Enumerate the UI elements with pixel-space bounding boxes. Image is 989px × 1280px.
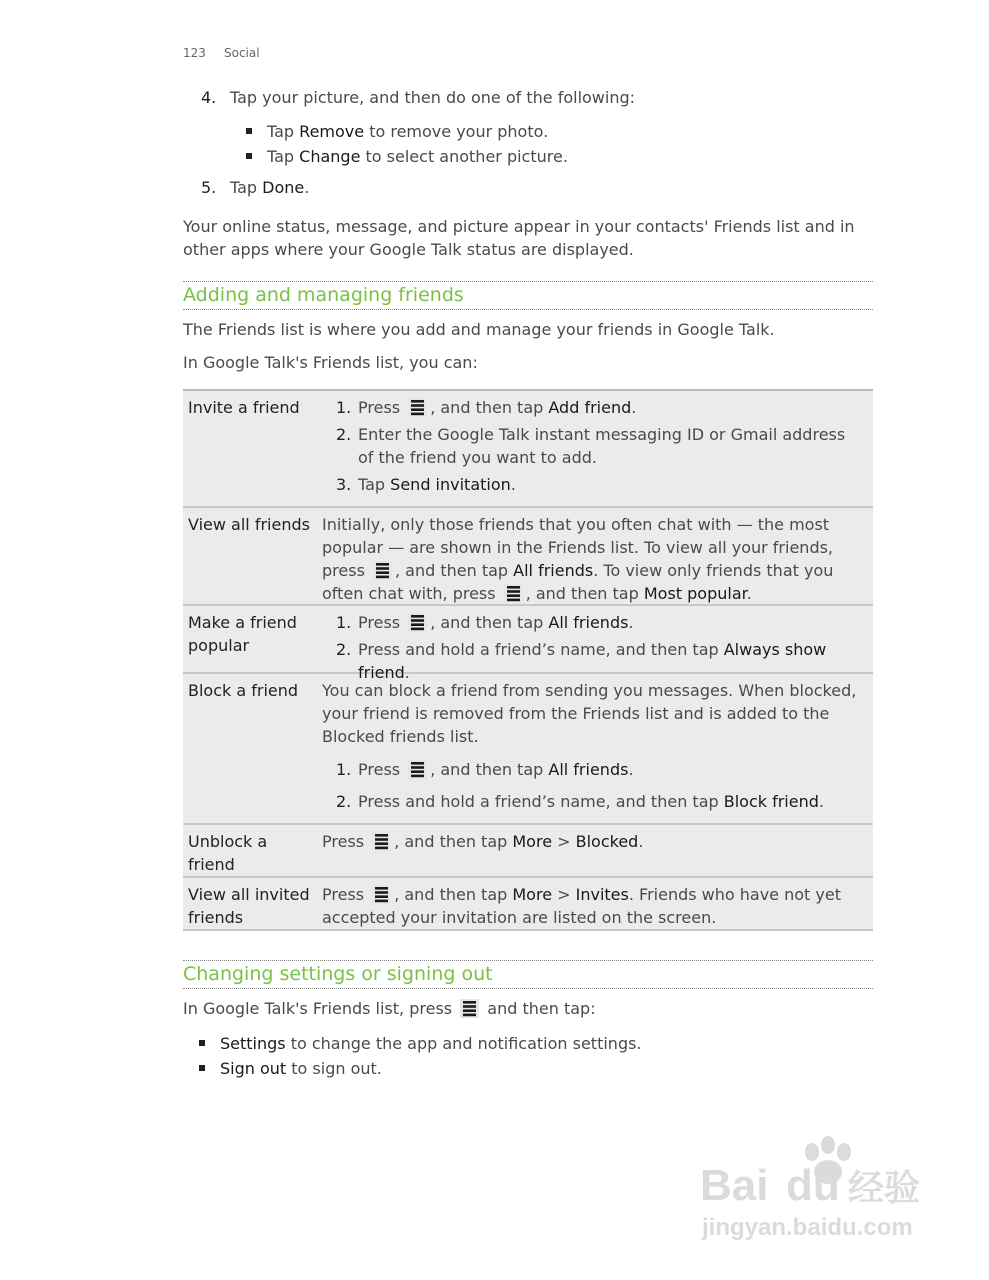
steps xyxy=(183,86,873,199)
friends-list-intro: In Google Talk's Friends list, you can: xyxy=(183,353,478,372)
step-4: 4. Tap your picture, and then do one of the following: xyxy=(201,88,636,107)
menu-icon xyxy=(372,885,391,904)
table-row-popular xyxy=(183,606,873,682)
page-number: 123 xyxy=(183,46,206,60)
bullet-sign-out: Sign out to sign out. xyxy=(183,1056,873,1081)
table-row-invited: View all invited friends Press , and then tap More > Invites. Friends who have not yet accepted your invitation are listed on the screen. xyxy=(183,878,873,931)
bullet-change: Tap Change to select another picture. xyxy=(183,144,873,169)
baidu-watermark xyxy=(700,1130,940,1250)
chapter-name: Social xyxy=(224,46,260,60)
bullet-remove: Tap Remove to remove your photo. xyxy=(183,119,873,144)
step-5: 5. Tap Done. xyxy=(201,178,310,197)
menu-icon xyxy=(504,584,523,603)
row-label: Block a friend xyxy=(188,681,299,700)
menu-icon xyxy=(408,760,427,779)
step-text: Tap your picture, and then do one of the following: xyxy=(230,88,636,107)
status-paragraph: Your online status, message, and picture appear in your contacts' Friends list and in other apps where your Google Talk status are displayed. xyxy=(183,217,855,259)
page-header xyxy=(183,46,260,60)
table-row-invite xyxy=(183,391,873,508)
list-item: 3. Tap Send invitation. xyxy=(336,475,516,494)
watermark-url: jingyan.baidu.com xyxy=(702,1214,913,1241)
list-item: 2. Enter the Google Talk instant messaging ID or Gmail address of the friend you want to add. xyxy=(336,425,846,467)
table-row-view-all: View all friends Initially, only those friends that you often chat with — the most popular — are shown in the Friends list. To view all your friends, press , and then tap All friends. To view only friends that you often chat with, press , and then tap Most popular. xyxy=(183,508,873,606)
list-item: 2. Press and hold a friend’s name, and then tap Always show friend. xyxy=(336,640,827,682)
bullet-icon xyxy=(246,128,252,134)
menu-icon xyxy=(408,398,427,417)
menu-icon xyxy=(373,561,392,580)
section-heading-friends: Adding and managing friends xyxy=(183,281,873,310)
bullet-settings: Settings to change the app and notification settings. xyxy=(183,1031,873,1056)
watermark-text-jingyan: 经验 xyxy=(848,1168,921,1209)
block-intro: You can block a friend from sending you messages. When blocked, your friend is removed from the Friends list and is added to the Blocked friends list. xyxy=(322,681,857,746)
list-item: 2. Press and hold a friend’s name, and then tap Block friend. xyxy=(336,792,824,811)
bullet-icon xyxy=(199,1065,205,1071)
table-row-block xyxy=(183,674,873,825)
row-label: View all friends xyxy=(188,515,310,534)
section-heading-settings: Changing settings or signing out xyxy=(183,960,873,989)
row-label: View all invited friends xyxy=(188,885,310,927)
bullet-icon xyxy=(199,1040,205,1046)
watermark-text-du: du xyxy=(786,1161,840,1210)
list-item: 1. Press , and then tap All friends. xyxy=(336,760,634,779)
menu-icon xyxy=(408,613,427,632)
settings-bullets xyxy=(183,1031,873,1081)
list-item: 1. Press , and then tap All friends. xyxy=(336,613,634,632)
friends-table xyxy=(183,389,873,931)
list-item: 1. Press , and then tap Add friend. xyxy=(336,398,637,417)
friends-intro: The Friends list is where you add and manage your friends in Google Talk. xyxy=(183,320,775,339)
menu-icon xyxy=(460,999,479,1018)
bullet-icon xyxy=(246,153,252,159)
menu-icon xyxy=(372,832,391,851)
table-row-unblock: Unblock a friend Press , and then tap More > Blocked. xyxy=(183,825,873,878)
settings-intro: In Google Talk's Friends list, press and then tap: xyxy=(183,999,596,1018)
row-label: Invite a friend xyxy=(188,398,300,417)
watermark-text-bai: Bai xyxy=(700,1161,769,1210)
row-label: Make a friend popular xyxy=(188,613,297,655)
row-label: Unblock a friend xyxy=(188,832,268,874)
